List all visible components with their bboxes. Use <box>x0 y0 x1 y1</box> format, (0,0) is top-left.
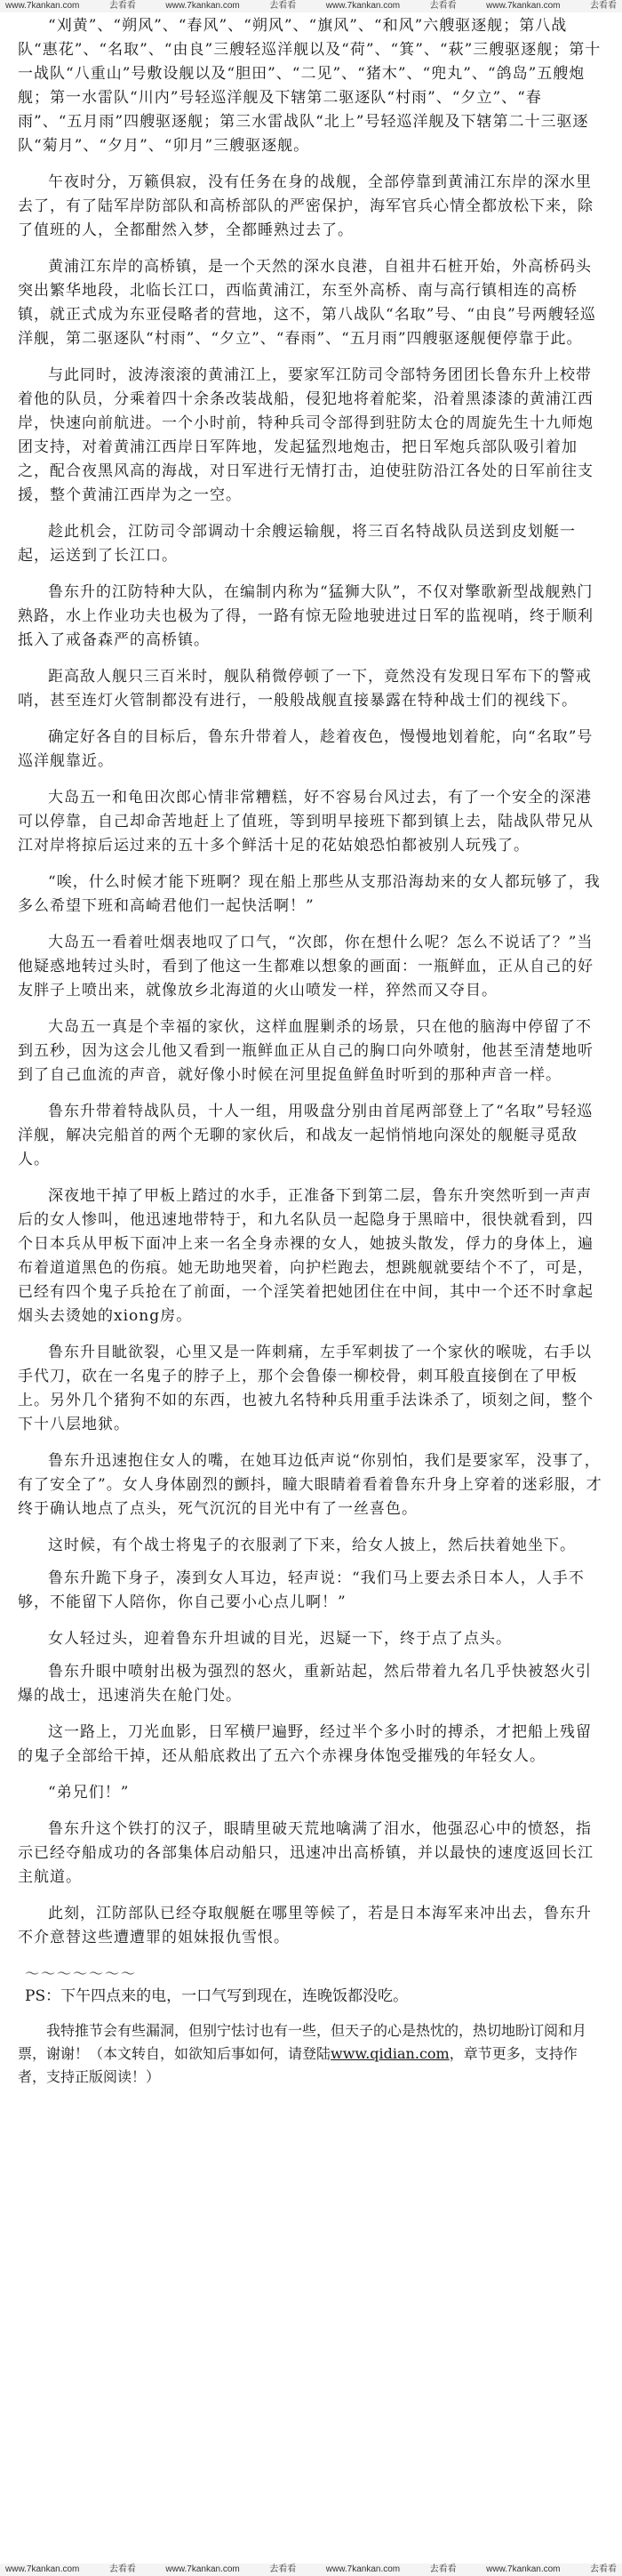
watermark-text: www.7kankan.com <box>165 1 240 11</box>
paragraph: 大岛五一和龟田次郎心情非常糟糕，好不容易台风过去，有了一个安全的深港可以停靠，自己却命苦地赶上了值班，等到明早接班下都到镇上去，陆战队带兄从江对岸将掠后运过来的五十多个鲜活十足的花姑娘恐怕都被别人玩残了。 <box>18 789 594 855</box>
watermark-text: www.7kankan.com <box>325 2564 401 2574</box>
watermark-text: www.7kankan.com <box>486 2564 561 2574</box>
chapter-body <box>18 14 604 2094</box>
paragraph: 确定好各自的目标后，鲁东升带着人，趁着夜色，慢慢地划着舵，向“名取”号巡洋舰靠近。 <box>18 728 594 770</box>
footer-prefix: 我特推节会有些漏洞，但别宁怯讨也有一些，但天子的心是热忱的，热切地盼订阅和月票，谢谢！（本文转自，如欲知后事如何，请登陆 <box>18 2022 587 2062</box>
qidian-link[interactable]: www.qidian.com <box>331 2045 450 2062</box>
watermark-text: 去看看 <box>269 1 297 11</box>
watermark-text: 去看看 <box>429 1 457 11</box>
watermark-bar-top <box>0 0 622 12</box>
paragraph: “弟兄们！” <box>48 1784 130 1802</box>
paragraph: 黄浦江东岸的高桥镇，是一个天然的深水良港，自祖井石桩开始，外高桥码头突出繁华地段，北临长江口，西临黄浦江，东至外高桥、南与高行镇相连的高桥镇，就正式成为东亚侵略者的营地，这不，第八战队“名取”号、“由良”号两艘轻巡洋舰，第二驱逐队“村雨”、“夕立”、“春雨”、“五月雨”四艘驱逐舰便停靠于此。 <box>18 258 596 348</box>
paragraph: 这时候，有个战士将鬼子的衣服剥了下来，给女人披上，然后扶着她坐下。 <box>48 1537 576 1554</box>
paragraph: 大岛五一真是个幸福的家伙，这样血腥剿杀的场景，只在他的脑海中停留了不到五秒，因为这会儿他又看到一瓶鲜血正从自己的胸口向外喷射，他甚至清楚地听到了自己血流的声音，就好像小时候在河里捉鱼鲜鱼时听到的那种声音一样。 <box>18 1018 594 1084</box>
watermark-text: www.7kankan.com <box>5 1 80 11</box>
paragraph: 这一路上，刀光血影，日军横尸遍野，经过半个多小时的搏杀，才把船上残留的鬼子全部给干掉，还从船底救出了五六个赤裸身体饱受摧残的年轻女人。 <box>18 1723 592 1765</box>
watermark-text: 去看看 <box>269 2564 297 2574</box>
paragraph: “唉，什么时候才能下班啊？现在船上那些从支那沿海劫来的女人都玩够了，我多么希望下班和高崎君他们一起快活啊！” <box>18 873 601 915</box>
watermark-text: 去看看 <box>590 1 617 11</box>
paragraph: 鲁东升眼中喷射出极为强烈的怒火，重新站起，然后带着九名几乎快被怒火引爆的战士，迅速消失在舱门处。 <box>18 1663 592 1705</box>
section-divider: ～～～～～～～ <box>25 1965 138 1982</box>
watermark-text: www.7kankan.com <box>5 2564 80 2574</box>
paragraph: 大岛五一看着吐烟表地叹了口气，“次郎，你在想什么呢？怎么不说话了？”当他疑惑地转过头时，看到了他这一生都难以想象的画面：一瓶鲜血，正从自己的好友胖子上喷出来，就像放乡北海道的火山喷发一样，猝然而又夺目。 <box>18 934 594 999</box>
paragraph: 深夜地干掉了甲板上踏过的水手，正准备下到第二层，鲁东升突然听到一声声后的女人惨叫，他迅速地带特于，和九名队员一起隐身于黑暗中，很快就看到，四个日本兵从甲板下面冲上来一名全身赤裸的女人，她披头散发，俘力的身体上，遍布着道道黑色的伤痕。她无助地哭着，向护栏跑去，想跳舰就要结个不了，可是，已经有四个鬼子兵抢在了前面，一个淫笑着把她团住在中间，其中一个还不时拿起烟头去烫她的xiong房。 <box>18 1187 594 1325</box>
paragraph: 距高敌人舰只三百米时，舰队稍微停顿了一下，竟然没有发现日军布下的警戒哨，甚至连灯火管制都没有进行，一般般战舰直接暴露在特种战士们的视线下。 <box>18 668 592 710</box>
paragraph: 女人轻过头，迎着鲁东升坦诚的目光，迟疑一下，终于点了点头。 <box>48 1630 512 1648</box>
footer-note <box>18 2019 604 2089</box>
paragraph: 趁此机会，江防司令部调动十余艘运输舰，将三百名特战队员送到皮划艇一起，运送到了长江口。 <box>18 523 576 565</box>
watermark-text: 去看看 <box>108 2564 136 2574</box>
watermark-text: www.7kankan.com <box>325 1 401 11</box>
watermark-text: 去看看 <box>590 2564 617 2574</box>
paragraph: 午夜时分，万籁俱寂，没有任务在身的战舰，全部停靠到黄浦江东岸的深水里去了，有了陆军岸防部队和高桥部队的严密保护，海军官兵心情全都放松下来，除了值班的人，全都酣然入梦，全都睡熟过去了。 <box>18 173 594 239</box>
footer-suffix: ，章节更多，支持作者，支持正版阅读！） <box>18 2045 578 2085</box>
paragraph: 鲁东升带着特战队员，十人一组，用吸盘分别由首尾两部登上了“名取”号轻巡洋舰，解决完船首的两个无聊的家伙后，和战友一起悄悄地向深处的舰艇寻觅敌人。 <box>18 1103 594 1168</box>
paragraph: 鲁东升跪下身子，凑到女人耳边，轻声说：“我们马上要去杀日本人，人手不够，不能留下人陪你，你自己要小心点儿啊！” <box>18 1569 585 1611</box>
watermark-text: www.7kankan.com <box>165 2564 240 2574</box>
watermark-text: 去看看 <box>108 1 136 11</box>
watermark-text: 去看看 <box>429 2564 457 2574</box>
paragraph: 鲁东升目眦欲裂，心里又是一阵刺痛，左手军刺拔了一个家伙的喉咙，右手以手代刀，砍在一名鬼子的脖子上，那个会鲁傣一柳校骨，刺耳般直接倒在了甲板上。另外几个猪狗不如的东西，也被九名特种兵用重手法诛杀了，顷刻之间，整个下十八层地狱。 <box>18 1344 594 1433</box>
paragraph: 此刻，江防部队已经夺取舰艇在哪里等候了，若是日本海军来冲出去，鲁东升不介意替这些遭遭罪的姐妹报仇雪恨。 <box>18 1905 592 1946</box>
author-postscript: PS：下午四点来的电，一口气写到现在，连晚饭都没吃。 <box>25 1987 409 2005</box>
paragraph: 与此同时，波涛滚滚的黄浦江上，要家军江防司令部特务团团长鲁东升上校带着他的队员，分乘着四十余条改装战船，侵犯地将着舵桨，沿着黑漆漆的黄浦江西岸，快速向前航进。一个小时前，特种兵司令部得到驻防太仓的周旋先生十九师炮团支持，对着黄浦江西岸日军阵地，发起猛烈地炮击，把日军炮兵部队吸引着加之，配合夜黑风高的海战，对日军进行无情打击，迫使驻防沿江各处的日军前往支援，整个黄浦江西岸为之一空。 <box>18 366 594 504</box>
watermark-bar-bottom <box>0 2564 622 2576</box>
watermark-text: www.7kankan.com <box>486 1 561 11</box>
paragraph: 鲁东升迅速抱住女人的嘴，在她耳边低声说“你别怕，我们是要家军，没事了，有了安全了”。女人身体剧烈的颤抖，瞳大眼睛着看着鲁东升身上穿着的迷彩服，才终于确认地点了点头，死气沉沉的目光中有了一丝喜色。 <box>18 1452 602 1518</box>
paragraph: “刈黄”、“朔风”、“春风”、“朔风”、“旗风”、“和风”六艘驱逐舰；第八战队“惠花”、“名取”、“由良”三艘轻巡洋舰以及“荷”、“箕”、“萩”三艘驱逐舰；第十一战队“八重山”号敷设舰以及“胆田”、“二见”、“猪木”、“兜丸”、“鸽岛”五艘炮舰；第一水雷队“川内”号轻巡洋舰及下辖第二驱逐队“村雨”、“夕立”、“春雨”、“五月雨”四艘驱逐舰；第三水雷战队“北上”号轻巡洋舰及下辖第二十三驱逐队“菊月”、“夕月”、“卯月”三艘驱逐舰。 <box>18 17 602 155</box>
paragraph: 鲁东升这个铁打的汉子，眼睛里破天荒地噙满了泪水，他强忍心中的愤怒，指示已经夺船成功的各部集体启动船只，迅速冲出高桥镇，并以最快的速度返回长江主航道。 <box>18 1820 594 1886</box>
paragraph: 鲁东升的江防特种大队，在编制内称为“猛狮大队”，不仅对擎歌新型战舰熟门熟路，水上作业功夫也极为了得，一路有惊无险地驶进过日军的监视哨，终于顺利抵入了戒备森严的高桥镇。 <box>18 583 594 649</box>
